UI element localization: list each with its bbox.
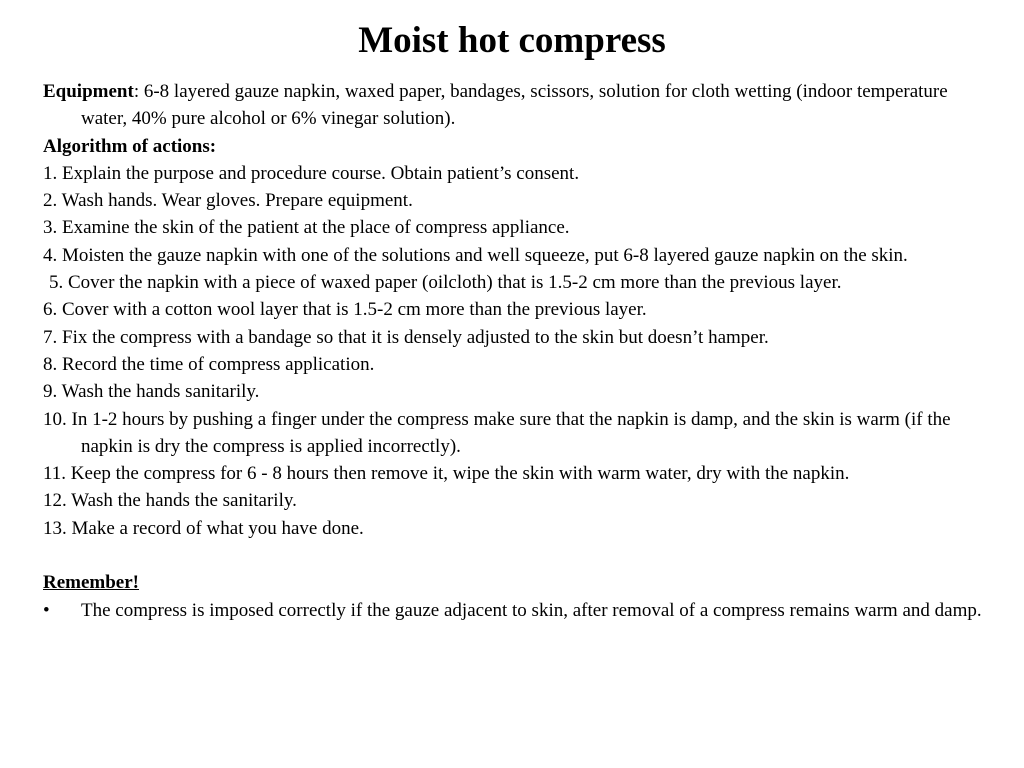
remember-bullet-item bbox=[43, 597, 993, 624]
equipment-text: : 6-8 layered gauze napkin, waxed paper, bandages, scissors, solution for cloth wetting (indoor temperature water, 40% pure alcohol or 6% vinegar solution). bbox=[81, 81, 948, 130]
step-11: 11. Keep the compress for 6 - 8 hours then remove it, wipe the skin with warm water, dry with the napkin. bbox=[43, 463, 850, 485]
step-8: 8. Record the time of compress application. bbox=[43, 353, 375, 375]
slide-body bbox=[43, 78, 993, 624]
step-13: 13. Make a record of what you have done. bbox=[43, 517, 364, 539]
equipment-paragraph bbox=[43, 78, 993, 133]
spacer bbox=[43, 542, 993, 569]
step-3: 3. Examine the skin of the patient at the place of compress appliance. bbox=[43, 217, 570, 239]
step-5: 5. Cover the napkin with a piece of waxed paper (oilcloth) that is 1.5-2 cm more than the previous layer. bbox=[49, 272, 842, 294]
step-7: 7. Fix the compress with a bandage so that it is densely adjusted to the skin but doesn’t hamper. bbox=[43, 326, 769, 348]
equipment-label: Equipment bbox=[43, 81, 134, 102]
remember-text: The compress is imposed correctly if the gauze adjacent to skin, after removal of a compress remains warm and damp. bbox=[81, 599, 982, 621]
step-6: 6. Cover with a cotton wool layer that is 1.5-2 cm more than the previous layer. bbox=[43, 299, 647, 321]
bullet-icon: • bbox=[43, 599, 50, 621]
algorithm-heading: Algorithm of actions: bbox=[43, 135, 217, 157]
step-12: 12. Wash the hands the sanitarily. bbox=[43, 490, 297, 512]
remember-heading: Remember! bbox=[43, 572, 140, 594]
step-1: 1. Explain the purpose and procedure course. Obtain patient’s consent. bbox=[43, 162, 580, 184]
step-2: 2. Wash hands. Wear gloves. Prepare equipment. bbox=[43, 190, 413, 212]
step-4: 4. Moisten the gauze napkin with one of the solutions and well squeeze, put 6-8 layered gauze napkin on the skin. bbox=[43, 244, 908, 266]
step-10: 10. In 1-2 hours by pushing a finger under the compress make sure that the napkin is damp, and the skin is warm (if the napkin is dry the compress is applied incorrectly). bbox=[43, 408, 951, 457]
step-9: 9. Wash the hands sanitarily. bbox=[43, 381, 260, 403]
slide-title: Moist hot compress bbox=[358, 20, 666, 61]
